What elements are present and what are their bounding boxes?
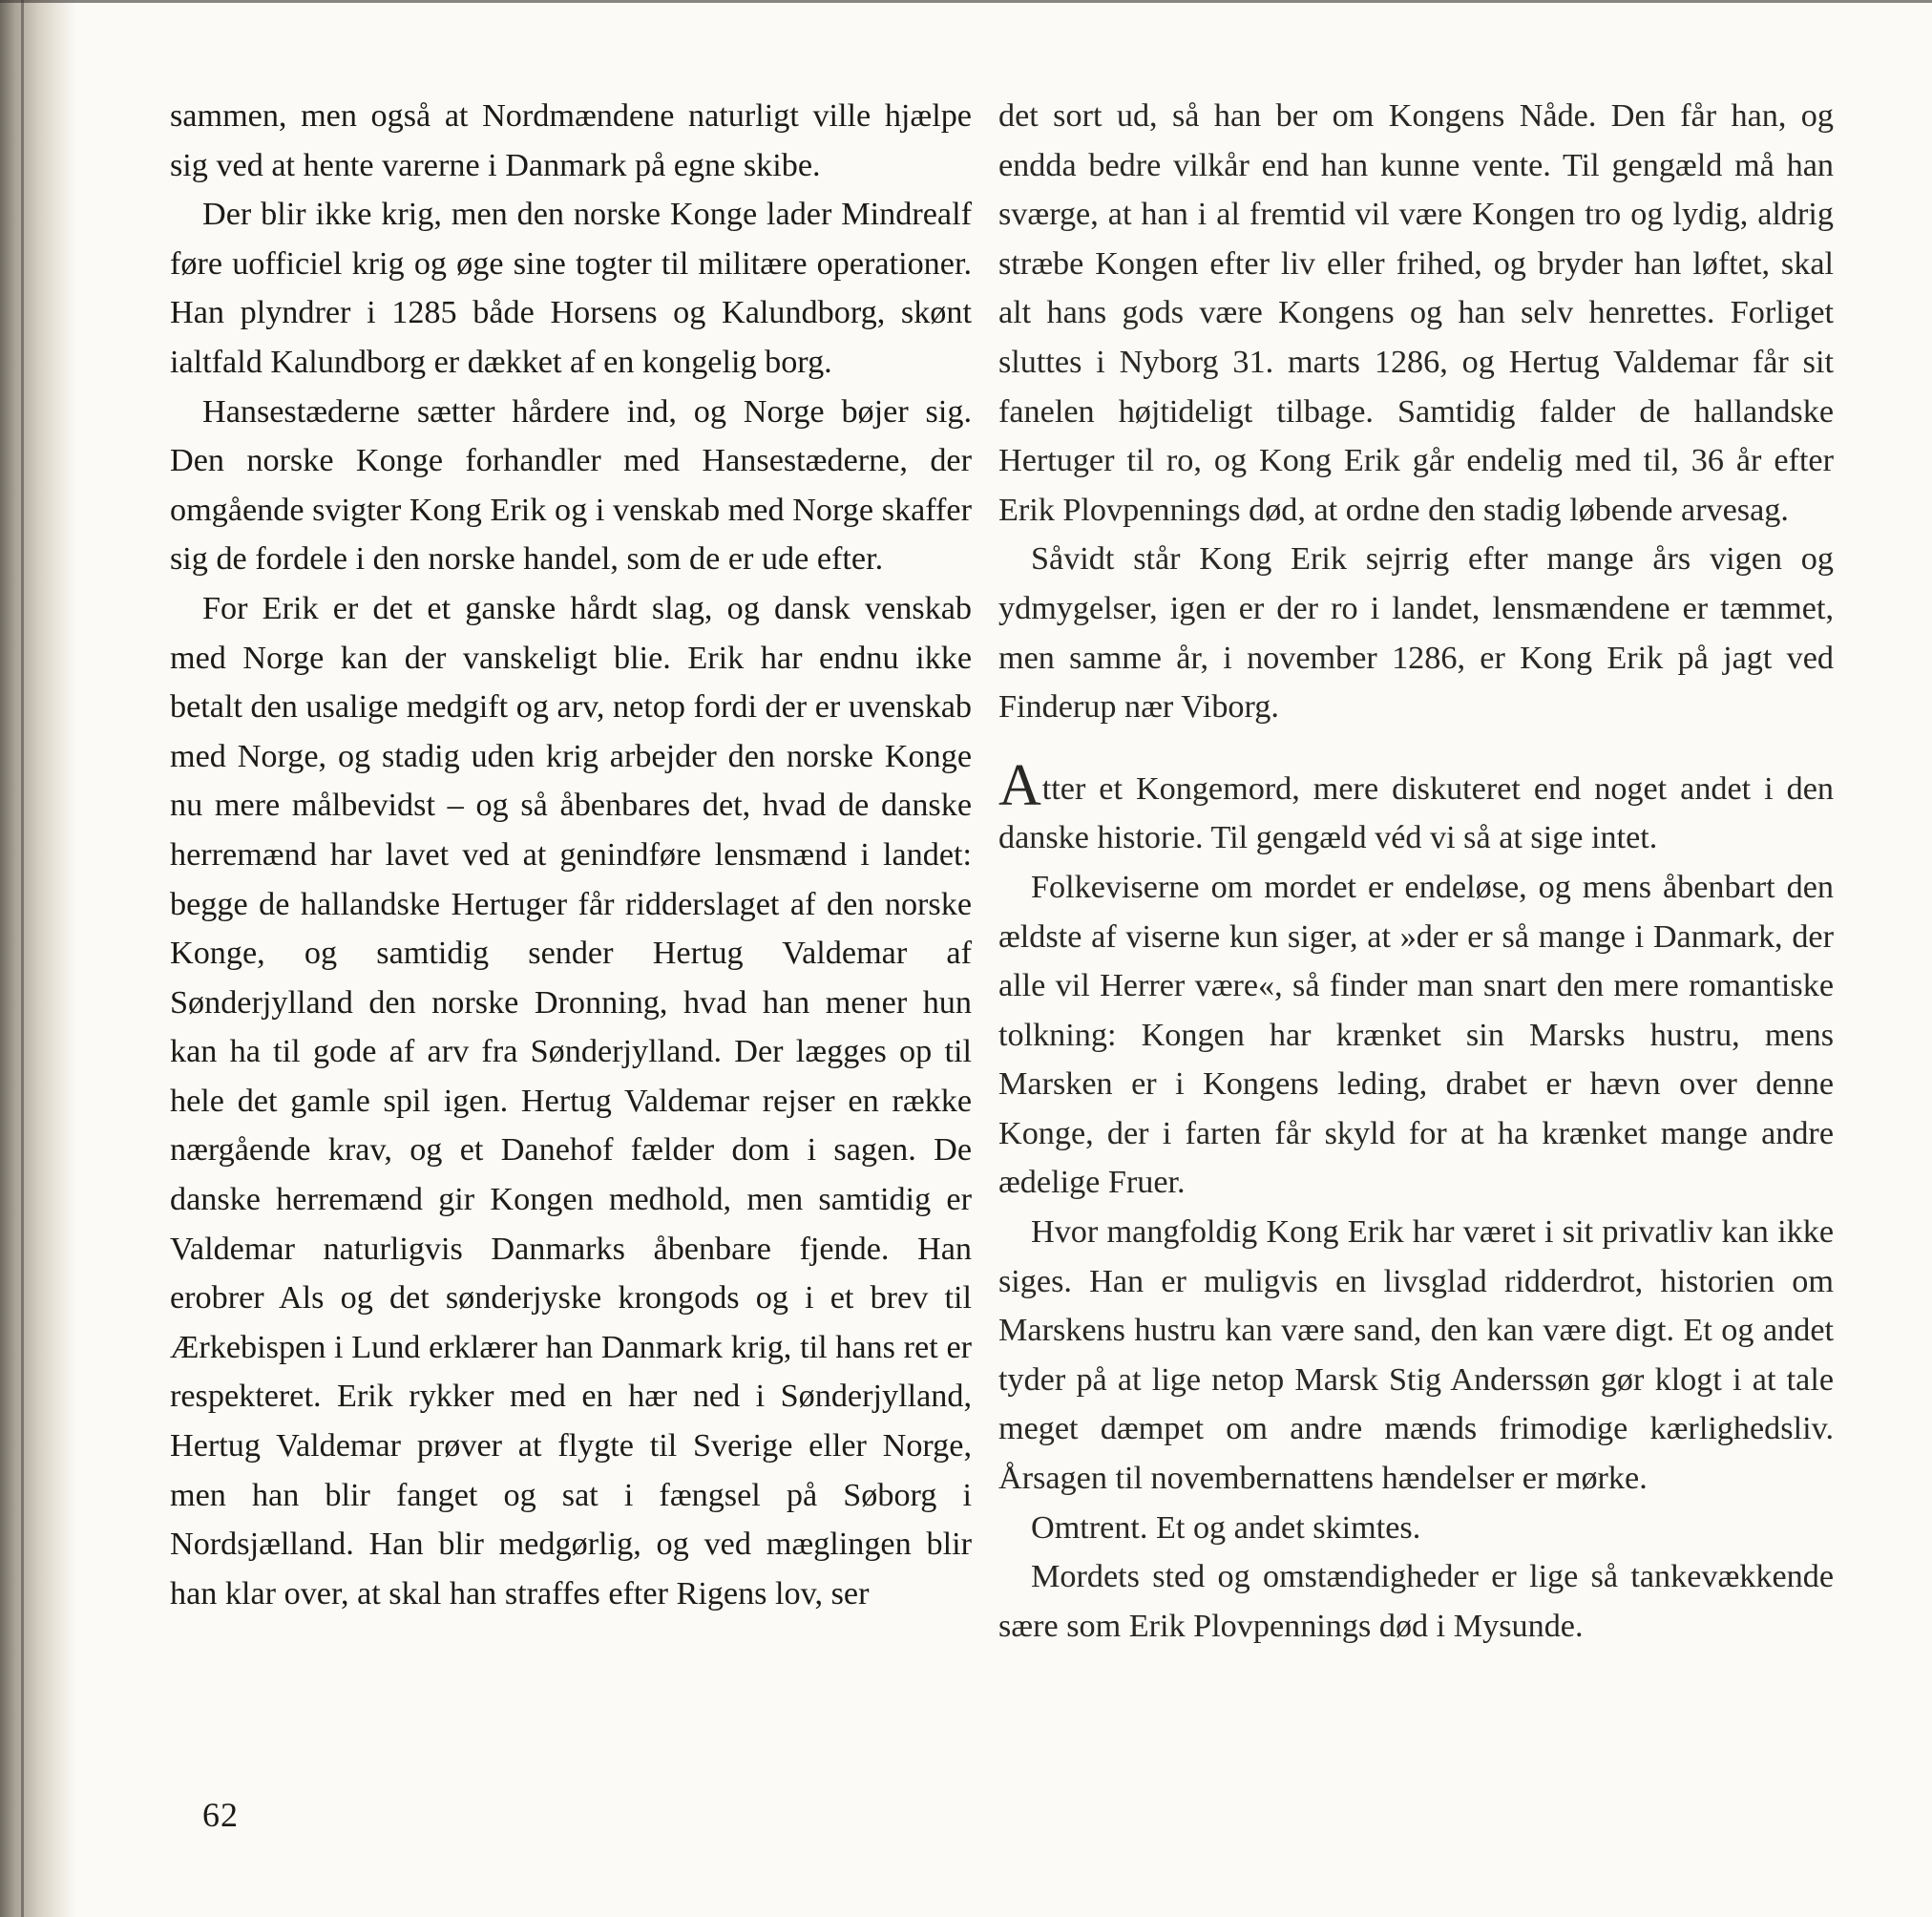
section-break — [998, 732, 1834, 765]
left-text-column — [170, 92, 972, 1618]
page-binding-shadow — [0, 0, 76, 1917]
paragraph: det sort ud, så han ber om Kongens Nåde. Den får han, og endda bedre vilkår end han kunne vente. Til gengæld må han sværge, at han i al fremtid vil være Kongen tro og lydig, aldrig stræbe Kongen efter liv eller frihed, og bryder han løftet, skal alt hans gods være Kongens og han selv henrettes. Forliget sluttes i Nyborg 31. marts 1286, og Hertug Valdemar får sit fanelen højtideligt tilbage. Samtidig falder de hallandske Hertuger til ro, og Kong Erik går endelig med til, 36 år efter Erik Plovpennings død, at ordne den stadig løbende arvesag. — [998, 98, 1834, 528]
paragraph: sammen, men også at Nordmændene naturligt ville hjælpe sig ved at hente varerne i Danmark på egne skibe. — [170, 98, 972, 183]
right-text-column — [998, 92, 1834, 1651]
page-number: 62 — [202, 1796, 239, 1834]
section-opening-paragraph — [998, 752, 1834, 863]
paragraph: Der blir ikke krig, men den norske Konge lader Mindrealf føre uofficiel krig og øge sine togter til militære operationer. Han plyndrer i 1285 både Horsens og Kalundborg, skønt ialtfald Kalundborg er dækket af en kongelig borg. — [170, 197, 972, 380]
paragraph: Hansestæderne sætter hårdere ind, og Norge bøjer sig. Den norske Konge forhandler med Hansestæderne, der omgående svigter Kong Erik og i venskab med Norge skaffer sig de fordele i den norske handel, som de er ude efter. — [170, 393, 972, 578]
paragraph: Mordets sted og omstændigheder er lige så tankevækkende sære som Erik Plovpennings død i Mysunde. — [998, 1559, 1834, 1644]
drop-cap-letter: A — [998, 752, 1041, 818]
paragraph: Folkeviserne om mordet er endeløse, og mens åbenbart den ældste af viserne kun siger, at »der er så mange i Danmark, der alle vil Herrer være«, så finder man snart den mere romantiske tolkning: Kongen har krænket sin Marsks hustru, mens Marsken er i Kongens leding, drabet er hævn over denne Konge, der i farten får skyld for at ha krænket mange andre ædelige Fruer. — [998, 869, 1834, 1201]
page-top-edge — [0, 0, 1932, 3]
paragraph: Såvidt står Kong Erik sejrrig efter mange års vigen og ydmygelser, igen er der ro i landet, lensmændene er tæmmet, men samme år, i november 1286, er Kong Erik på jagt ved Finderup nær Viborg. — [998, 541, 1834, 726]
paragraph: For Erik er det et ganske hårdt slag, og dansk venskab med Norge kan der vanskeligt blie. Erik har endnu ikke betalt den usalige medgift og arv, netop fordi der er uvenskab med Norge, og stadig uden krig arbejder den norske Konge nu mere målbevidst – og så åbenbares det, hvad de danske herremænd har lavet ved at genindføre lensmænd i landet: begge de hallandske Hertuger får ridderslaget af den norske Konge, og samtidig sender Hertug Valdemar af Sønderjylland den norske Dronning, hvad han mener hun kan ha til gode af arv fra Sønderjylland. Der lægges op til hele det gamle spil igen. Hertug Valdemar rejser en række nærgående krav, og et Danehof fælder dom i sagen. De danske herremænd gir Kongen medhold, men samtidig er Valdemar naturligvis Danmarks åbenbare fjende. Han erobrer Als og det sønderjyske krongods og i et brev til Ærkebispen i Lund erklærer han Danmark krig, til hans ret er respekteret. Erik rykker med en hær ned i Sønderjylland, Hertug Valdemar prøver at flygte til Sverige eller Norge, men han blir fanget og sat i fængsel på Søborg i Nordsjælland. Han blir medgørlig, og ved mæglingen blir han klar over, at skal han straffes efter Rigens lov, ser — [170, 590, 972, 1612]
paragraph: Omtrent. Et og andet skimtes. — [1031, 1509, 1421, 1546]
section-opening-text: tter et Kongemord, mere diskuteret end noget andet i den danske historie. Til gengæld véd vi så at sige intet. — [998, 770, 1834, 856]
spine-edge — [21, 0, 24, 1917]
paragraph: Hvor mangfoldig Kong Erik har været i sit privatliv kan ikke siges. Han er muligvis en livsglad ridderdrot, historien om Marskens hustru kan være sand, den kan være digt. Et og andet tyder på at lige netop Marsk Stig Anderssøn gør klogt i at tale meget dæmpet om andre mænds frimodige kærlighedsliv. Årsagen til novembernattens hændelser er mørke. — [998, 1214, 1834, 1497]
